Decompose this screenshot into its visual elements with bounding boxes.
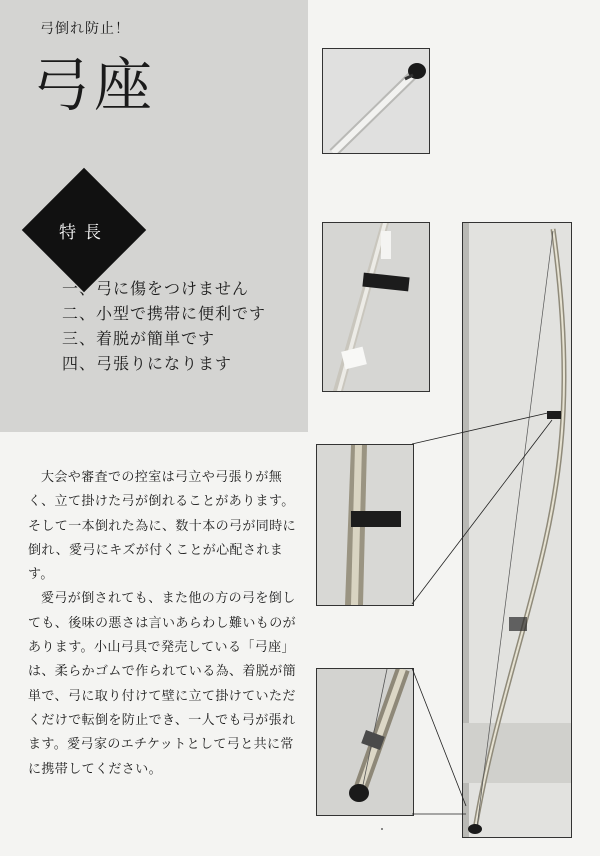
body-text — [28, 466, 296, 782]
feature-item: 四、弓張りになります — [62, 354, 233, 373]
photo-bow-tip-closeup — [322, 48, 430, 154]
photo-full-bow-standing — [462, 222, 572, 838]
tagline: 弓倒れ防止！ — [40, 21, 130, 37]
feature-item: 一、弓に傷をつけません — [62, 279, 250, 298]
feature-item: 二、小型で携帯に便利です — [62, 304, 267, 323]
feature-item: 三、着脱が簡単です — [62, 329, 216, 348]
page-mark — [381, 828, 383, 830]
body-paragraph: 愛弓が倒されても、また他の方の弓を倒しても、後味の悪さは言いあらわし難いものがあります。小山弓具で発売している「弓座」は、柔らかゴムで作られている為、着脱が簡単で、弓に取り付けて壁に立て掛けていただくだけで転倒を防止でき、一人でも弓が張れます。愛弓家のエチケットとして弓と共に常に携帯してください。 — [28, 591, 297, 777]
feature-badge-label: 特長 — [59, 223, 109, 243]
feature-list — [62, 276, 266, 376]
photo-bow-holder-attached — [322, 222, 430, 392]
photo-bow-bottom-tip — [316, 668, 414, 816]
photo-holder-closeup — [316, 444, 414, 606]
page-title: 弓座 — [32, 51, 157, 119]
body-paragraph: 大会や審査での控室は弓立や弓張りが無く、立て掛けた弓が倒れることがあります。そして一本倒れた為に、数十本の弓が同時に倒れ、愛弓にキズが付くことが心配されます。 — [28, 470, 297, 583]
